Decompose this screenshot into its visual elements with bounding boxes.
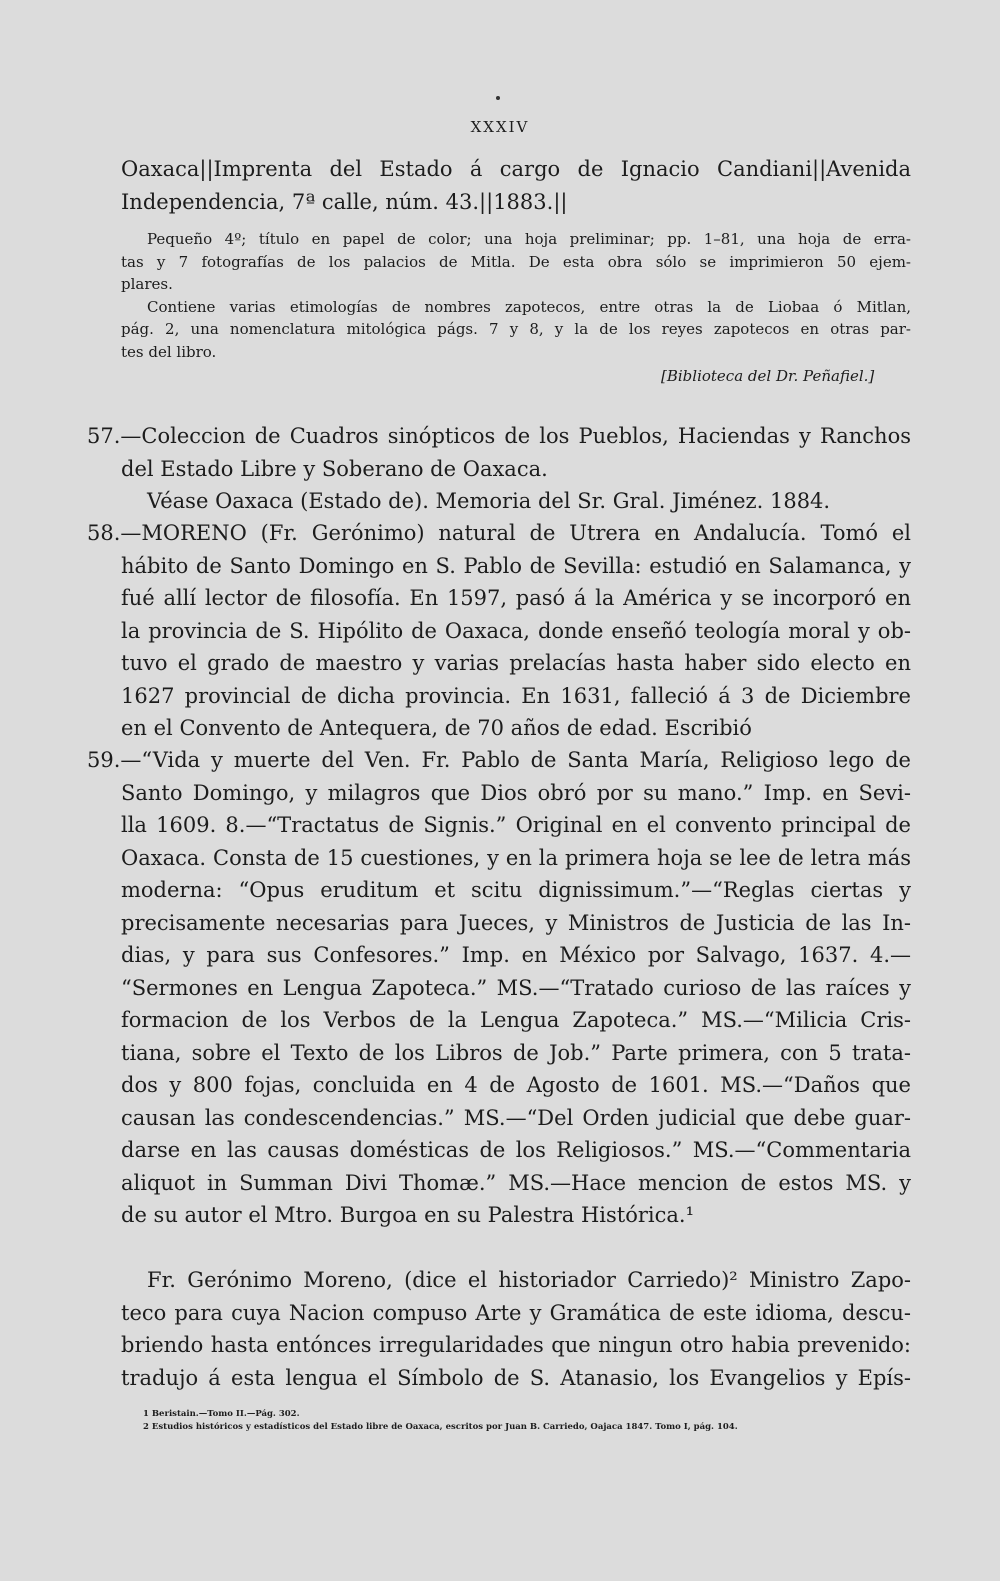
text-line: darse en las causas domésticas de los Religiosos.” MS.—“Commentaria [121,1138,911,1162]
text-line: tuvo el grado de maestro y varias prelacías hasta haber sido electo en [121,651,911,675]
text-line: tas y 7 fotografías de los palacios de Mitla. De esta obra sólo se imprimieron 50 ejem- [121,252,911,271]
text-line: teco para cuya Nacion compuso Arte y Gramática de este idioma, descu- [121,1300,911,1325]
text-line: en el Convento de Antequera, de 70 años de edad. Escribió [121,716,752,740]
footnote-2: 2 Estudios históricos y estadísticos del Estado libre de Oaxaca, escritos por Juan B. Carriedo, Oajaca 1847. Tomo I, pág. 104. [143,1422,738,1432]
text-line: pág. 2, una nomenclatura mitológica págs. 7 y 8, y la de los reyes zapotecos en otras par- [121,320,911,338]
text-line: formacion de los Verbos de la Lengua Zapoteca.” MS.—“Milicia Cris- [121,1008,911,1032]
text-line: Pequeño 4º; título en papel de color; una hoja preliminar; pp. 1–81, una hoja de erra- [147,230,911,248]
text-line: dos y 800 fojas, concluida en 4 de Agosto de 1601. MS.—“Daños que [121,1073,911,1097]
ink-dot [496,96,500,100]
text-line: Oaxaca||Imprenta del Estado á cargo de Ignacio Candiani||Avenida [121,157,911,181]
text-line: Santo Domingo, y milagros que Dios obró por su mano.” Imp. en Sevi- [121,780,911,805]
text-line: aliquot in Summan Divi Thomæ.” MS.—Hace mencion de estos MS. y [121,1170,911,1195]
text-line: causan las condescendencias.” MS.—“Del Orden judicial que debe guar- [121,1105,911,1130]
footnote-1: 1 Beristain.—Tomo II.—Pág. 302. [143,1409,300,1419]
text-line: lla 1609. 8.—“Tractatus de Signis.” Original en el convento principal de [121,813,911,837]
text-line: plares. [121,275,173,293]
text-line: fué allí lector de filosofía. En 1597, pasó á la América y se incorporó en [121,586,911,610]
text-line: Fr. Gerónimo Moreno, (dice el historiador Carriedo)² Ministro Zapo- [147,1268,911,1292]
text-line: moderna: “Opus eruditum et scitu dignissimum.”—“Reglas ciertas y [121,878,911,902]
text-line: briendo hasta entónces irregularidades que ningun otro habia prevenido: [121,1333,911,1357]
text-line: Véase Oaxaca (Estado de). Memoria del Sr. Gral. Jiménez. 1884. [147,489,831,513]
text-line: la provincia de S. Hipólito de Oaxaca, donde enseñó teología moral y ob- [121,618,911,643]
text-line: Contiene varias etimologías de nombres zapotecos, entre otras la de Liobaa ó Mitlan, [147,297,911,316]
text-line: “Sermones en Lengua Zapoteca.” MS.—“Tratado curioso de las raíces y [121,975,911,1000]
entry-56-description [121,228,911,363]
text-line: Oaxaca. Consta de 15 cuestiones, y en la primera hoja se lee de letra más [121,845,911,870]
text-line: hábito de Santo Domingo en S. Pablo de Sevilla: estudió en Salamanca, y [121,553,911,578]
entry-58 [87,517,911,745]
page-number: XXXIV [470,118,530,136]
text-line: tiana, sobre el Texto de los Libros de Job.” Parte primera, con 5 trata- [121,1040,911,1065]
text-line: 57.—Coleccion de Cuadros sinópticos de los Pueblos, Haciendas y Ranchos [87,424,911,448]
text-line: tradujo á esta lengua el Símbolo de S. Atanasio, los Evangelios y Epís- [121,1365,911,1390]
text-line: precisamente necesarias para Jueces, y Ministros de Justicia de las In- [121,910,911,935]
entry-56-imprint [121,153,911,218]
carriedo-paragraph [121,1264,911,1394]
entry-59 [87,744,911,1232]
source-citation: [Biblioteca del Dr. Peñafiel.] [661,367,875,385]
text-line: 58.—MORENO (Fr. Gerónimo) natural de Utrera en Andalucía. Tomó el [87,521,911,545]
text-line: Independencia, 7ª calle, núm. 43.||1883.|| [121,189,568,214]
text-line: 59.—“Vida y muerte del Ven. Fr. Pablo de Santa María, Religioso lego de [87,748,911,772]
text-line: 1627 provincial de dicha provincia. En 1631, falleció á 3 de Diciembre [121,683,911,708]
entry-57 [87,420,911,518]
text-line: de su autor el Mtro. Burgoa en su Palestra Histórica.¹ [121,1203,694,1227]
text-line: tes del libro. [121,342,217,361]
text-line: del Estado Libre y Soberano de Oaxaca. [121,456,548,481]
text-line: dias, y para sus Confesores.” Imp. en México por Salvago, 1637. 4.— [121,943,911,967]
